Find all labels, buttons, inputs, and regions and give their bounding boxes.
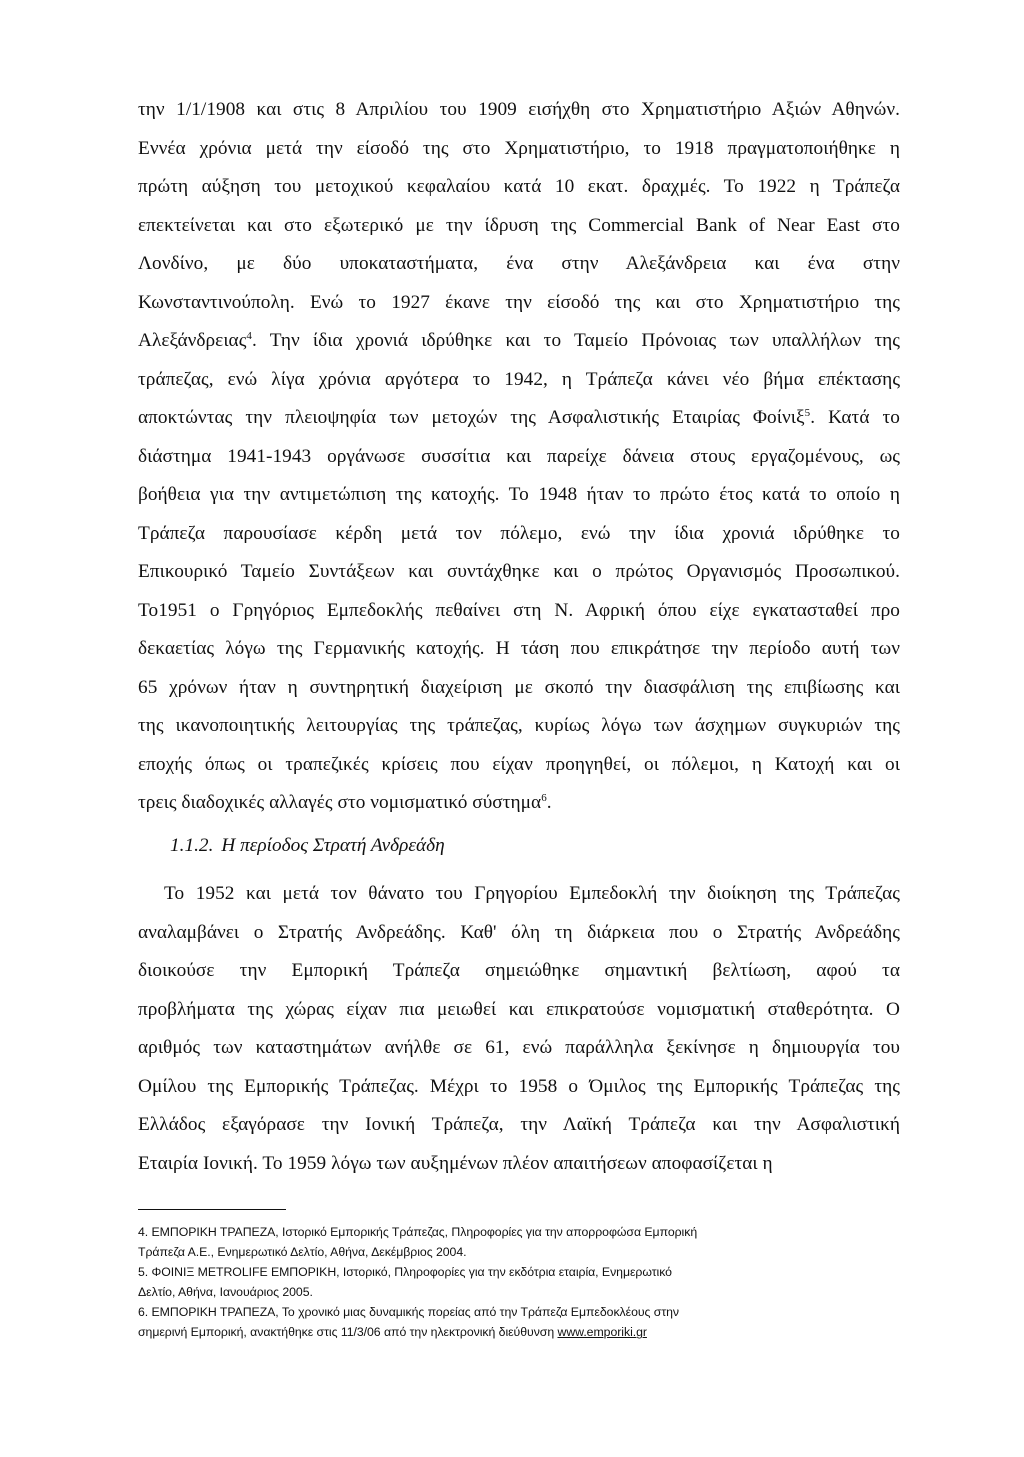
text-line: Ομίλου της Εμπορικής Τράπεζας. Μέχρι το 1958 ο Όμιλος της Εμπορικής Τράπεζας της — [138, 1075, 900, 1097]
text-line: εποχής όπως οι τραπεζικές κρίσεις που είχαν προηγηθεί, οι πόλεμοι, η Κατοχή και οι — [138, 753, 900, 775]
text-line: Το 1952 και μετά τον θάνατο του Γρηγορίου Εμπεδοκλή την διοίκηση της Τράπεζας — [164, 883, 900, 904]
text-line: Ελλάδος εξαγόρασε την Ιονική Τράπεζα, την Λαϊκή Τράπεζα και την Ασφαλιστική — [138, 1114, 900, 1135]
text-line: επεκτείνεται και στο εξωτερικό με την ίδρυση της Commercial Bank of Near East στο — [138, 214, 900, 236]
text-line — [138, 784, 900, 823]
text-line: Κωνσταντινούπολη. Ενώ το 1927 έκανε την είσοδό της και στο Χρηματιστήριο της — [138, 291, 900, 313]
footnote-ref: 5 — [804, 407, 811, 419]
footnote-link[interactable]: www.emporiki.gr — [557, 1325, 647, 1340]
footnote-line: 6. ΕΜΠΟΡΙΚΗ ΤΡΑΠΕΖΑ, Το χρονικό μιας δυναμικής πορείας από την Τράπεζα Εμπεδοκλέους στην — [138, 1305, 680, 1320]
footnote-separator — [138, 1209, 286, 1210]
text-line: διοικούσε την Εμπορική Τράπεζα σημειώθηκε σημαντική βελτίωση, αφού τα — [138, 960, 900, 981]
text-line: Το1951 ο Γρηγόριος Εμπεδοκλής πεθαίνει στη Ν. Αφρική όπου είχε εγκατασταθεί προ — [138, 599, 900, 621]
text-line: Τράπεζα παρουσίασε κέρδη μετά τον πόλεμο, ενώ την ίδια χρονιά ιδρύθηκε το — [138, 522, 900, 544]
line-text: . Την ίδια χρονιά ιδρύθηκε και το Ταμείο Πρόνοιας των υπαλλήλων της — [251, 330, 900, 351]
text-line: την 1/1/1908 και στις 8 Απριλίου του 1909 εισήχθη στο Χρηματιστήριο Αξιών Αθηνών. — [138, 99, 900, 120]
text-line: της ικανοποιητικής λειτουργίας της τράπεζας, κυρίως λόγω των άσχημων συγκυριών της — [138, 715, 900, 736]
text-line: Εταιρία Ιονική. Το 1959 λόγω των αυξημένων πλέον απαιτήσεων αποφασίζεται η — [138, 1152, 773, 1174]
section-title: Η περίοδος Στρατή Ανδρεάδη — [221, 835, 445, 856]
text-line: Εννέα χρόνια μετά την είσοδό της στο Χρηματιστήριο, το 1918 πραγματοποιήθηκε η — [138, 137, 900, 159]
footnote-ref: 4 — [246, 330, 252, 342]
footnote-line — [138, 1322, 900, 1342]
line-text: Αλεξάνδρειας — [138, 330, 247, 351]
text-line: Λονδίνο, με δύο υποκαταστήματα, ένα στην Αλεξάνδρεια και ένα στην — [138, 253, 900, 274]
footnote-line: 5. ΦΟΙΝΙΞ METROLIFE ΕΜΠΟΡΙΚΗ, Ιστορικό, Πληροφορίες για την εκδότρια εταιρία, Ενημερωτικό — [138, 1265, 672, 1280]
footnotes — [138, 1222, 900, 1343]
text-line — [138, 322, 900, 361]
text-line: πρώτη αύξηση του μετοχικού κεφαλαίου κατά 10 εκατ. δραχμές. Το 1922 η Τράπεζα — [138, 176, 900, 197]
footnote-line: Δελτίο, Αθήνα, Ιανουάριος 2005. — [138, 1285, 313, 1300]
line-text: . Κατά το — [810, 407, 900, 428]
paragraph-andreadis — [138, 875, 900, 1183]
text-line: διάστημα 1941-1943 οργάνωσε συσσίτια και παρείχε δάνεια στους εργαζομένους, ως — [138, 445, 900, 467]
text-line: τράπεζας, ενώ λίγα χρόνια αργότερα το 1942, η Τράπεζα κάνει νέο βήμα επέκτασης — [138, 368, 900, 390]
text-line: αναλαμβάνει ο Στρατής Ανδρεάδης. Καθ' όλη τη διάρκεια που ο Στρατής Ανδρεάδης — [138, 921, 900, 943]
line-text: αποκτώντας την πλειοψηφία των μετοχών της Ασφαλιστικής Εταιρίας Φοίνιξ — [138, 407, 805, 428]
footnote-text: σημερινή Εμπορική, ανακτήθηκε στις 11/3/06 από την ηλεκτρονική διεύθυνση — [138, 1325, 558, 1340]
footnote-line: Τράπεζα Α.Ε., Ενημερωτικό Δελτίο, Αθήνα, Δεκέμβριος 2004. — [138, 1245, 467, 1260]
line-text: τρεις διαδοχικές αλλαγές στο νομισματικό σύστημα — [138, 792, 542, 813]
text-line: προβλήματα της χώρας είχαν πια μειωθεί και επικρατούσε νομισματική σταθερότητα. Ο — [138, 998, 900, 1020]
text-line: 65 χρόνων ήταν η συντηρητική διαχείριση με σκοπό την διασφάλιση της επιβίωσης και — [138, 676, 900, 698]
text-line: βοήθεια για την αντιμετώπιση της κατοχής. Το 1948 ήταν το πρώτο έτος κατά το οποίο η — [138, 484, 900, 505]
footnote-ref: 6 — [541, 792, 547, 804]
text-line: Επικουρικό Ταμείο Συντάξεων και συντάχθηκε και ο πρώτος Οργανισμός Προσωπικού. — [138, 561, 900, 582]
text-line — [138, 399, 900, 438]
section-number: 1.1.2. — [170, 835, 214, 856]
footnote-line: 4. ΕΜΠΟΡΙΚΗ ΤΡΑΠΕΖΑ, Ιστορικό Εμπορικής Τράπεζας, Πληροφορίες για την απορροφώσα Εμπορική — [138, 1225, 698, 1239]
line-text: . — [546, 792, 552, 813]
text-line: αριθμός των καταστημάτων ανήλθε σε 61, ενώ παράλληλα ξεκίνησε η δημιουργία του — [138, 1037, 900, 1058]
section-heading — [170, 834, 445, 858]
text-line: δεκαετίας λόγω της Γερμανικής κατοχής. Η τάση που επικράτησε την περίοδο αυτή των — [138, 638, 900, 659]
paragraph-history — [138, 91, 900, 823]
